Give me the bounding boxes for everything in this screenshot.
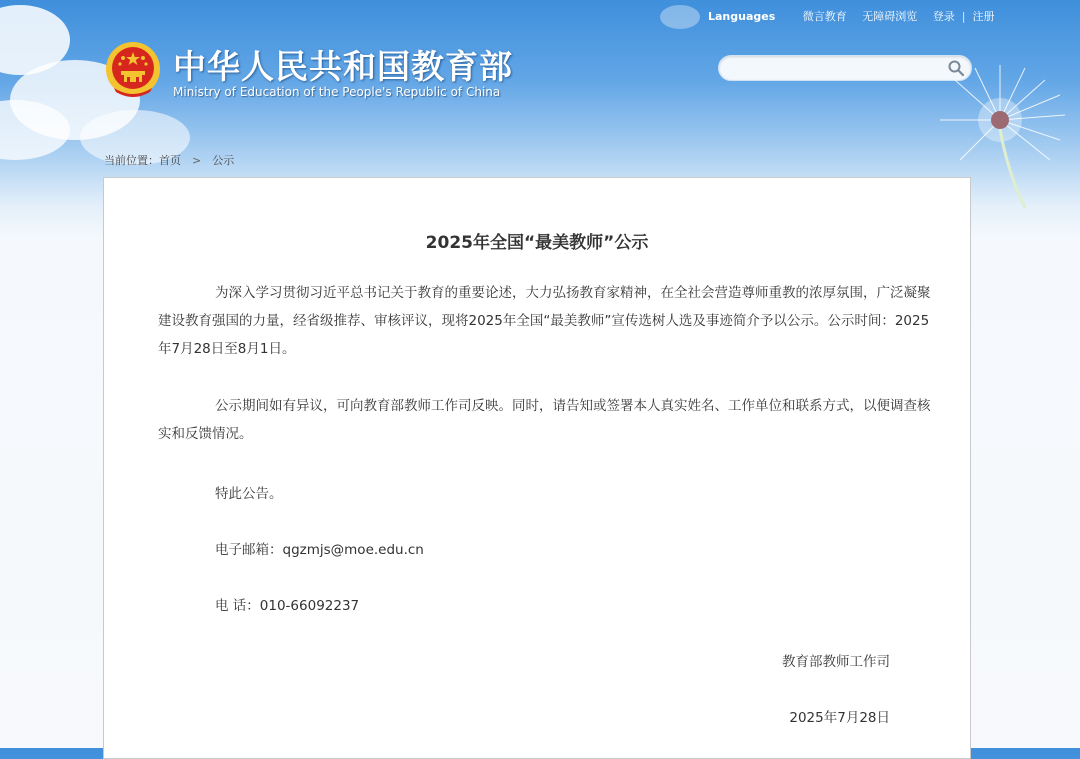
- breadcrumb-label: 当前位置：: [104, 154, 159, 167]
- national-emblem-icon: [104, 40, 162, 100]
- accessibility-link[interactable]: 无障碍浏览: [862, 10, 918, 23]
- top-links-bar: [708, 8, 1007, 24]
- publish-date: 2025年7月28日: [789, 710, 890, 726]
- languages-link[interactable]: Languages: [708, 10, 776, 23]
- search-input[interactable]: [731, 56, 950, 80]
- breadcrumb-home-link[interactable]: 首页: [159, 154, 181, 167]
- signature: 教育部教师工作司: [782, 654, 890, 670]
- site-title: 中华人民共和国教育部: [173, 47, 513, 86]
- weiyan-education-link[interactable]: 微言教育: [802, 10, 847, 23]
- email-line: 电子邮箱：qgzmjs@moe.edu.cn: [215, 542, 424, 558]
- breadcrumb-arrow-icon: >: [192, 154, 202, 167]
- divider: |: [961, 10, 966, 23]
- register-link[interactable]: 注册: [972, 10, 995, 23]
- article-title: 2025年全国“最美教师”公示: [425, 233, 649, 253]
- breadcrumb-current: 公示: [212, 154, 235, 167]
- search-box: [718, 55, 972, 81]
- article-panel: [103, 177, 971, 759]
- site-subtitle-english: Ministry of Education of the People's Republic of China: [173, 85, 501, 99]
- breadcrumb: [104, 152, 234, 168]
- login-link[interactable]: 登录: [932, 10, 955, 23]
- article-paragraph-2: 公示期间如有异议，可向教育部教师工作司反映。同时，请告知或签署本人真实姓名、工作单位和联系方式，以便调查核实和反馈情况。: [158, 398, 931, 442]
- notice-text: 特此公告。: [215, 486, 283, 502]
- article-paragraph-1: 为深入学习贯彻习近平总书记关于教育的重要论述，大力弘扬教育家精神，在全社会营造尊师重教的浓厚氛围，广泛凝聚建设教育强国的力量，经省级推荐、审核评议，现将2025年全国“最美教师”宣传选树人选及事迹简介予以公示。公示时间：2025年7月28日至8月1日。: [158, 285, 931, 357]
- phone-line: 电 话：010-66092237: [215, 598, 360, 614]
